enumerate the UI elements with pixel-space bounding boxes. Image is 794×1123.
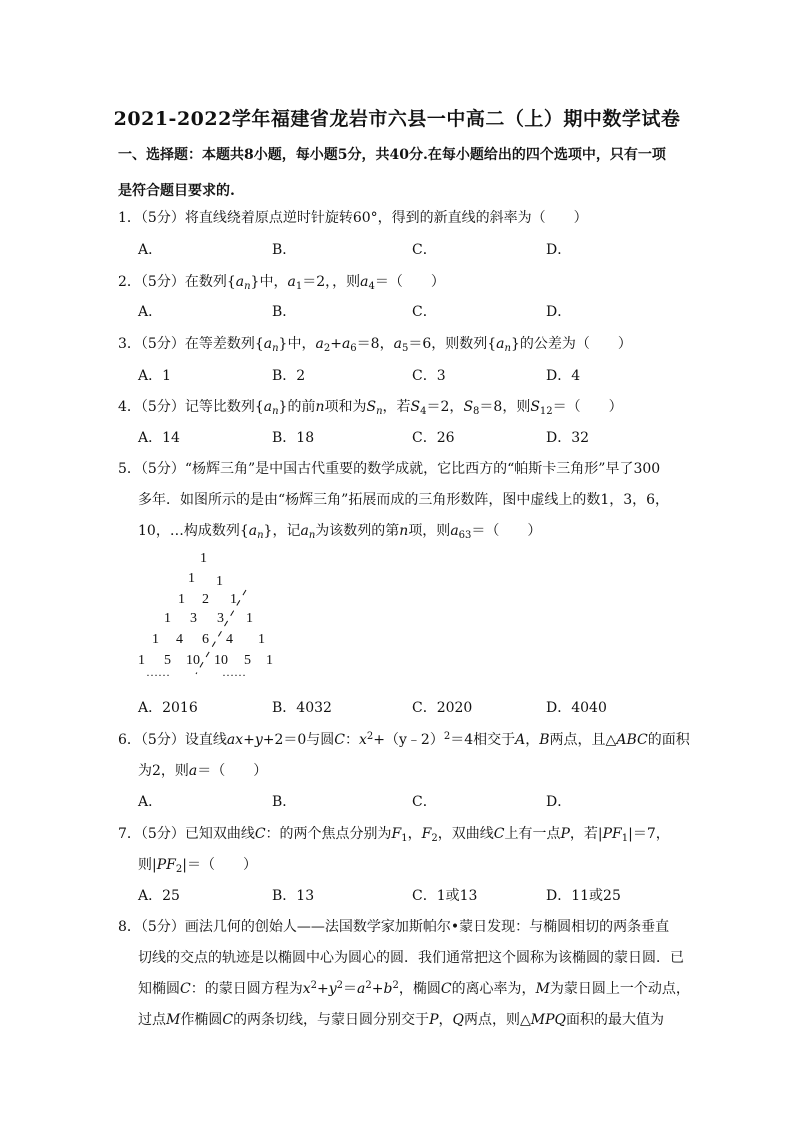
question-8-line3: 知椭圆C：的蒙日圆方程为$x^2+y^2=a^2+b^2$，椭圆C的离心率为，M为蒙日圆上一个动点， — [138, 980, 690, 997]
triangle-number: 1 — [138, 653, 145, 668]
triangle-number: 1 — [152, 632, 159, 647]
question-1: 1．（5分）将直线绕着原点逆时针旋转60°，得到的新直线的斜率为（ ） — [118, 210, 588, 226]
q6-option-b[interactable]: B． — [272, 794, 297, 810]
q5-option-c[interactable]: C．2020 — [412, 700, 473, 716]
triangle-number: 2 — [202, 592, 209, 607]
q5-option-a[interactable]: A．2016 — [138, 700, 198, 716]
triangle-number: 3 — [190, 611, 197, 626]
triangle-number: 10 — [186, 653, 200, 668]
question-7-line1: 7．（5分）已知双曲线C：的两个焦点分别为$F_1$，$F_2$，双曲线C上有一点P，若$|PF_1|=7$， — [118, 826, 670, 844]
triangle-number: 5 — [164, 653, 171, 668]
q7-option-b[interactable]: B．13 — [272, 888, 315, 904]
q6-option-a[interactable]: A． — [138, 794, 163, 810]
question-5-line1: 5．（5分）“杨辉三角”是中国古代重要的数学成就，它比西方的“帕斯卡三角形”早了300 — [118, 461, 661, 477]
q7-option-a[interactable]: A．25 — [138, 888, 180, 904]
triangle-number: 5 — [244, 653, 251, 668]
section-heading-line1: 一、选择题：本题共8小题，每小题5分，共40分.在每小题给出的四个选项中，只有一项 — [118, 147, 666, 163]
question-2: 2．（5分）在数列$\{a_n\}$中，$a_1=2$，，则$a_4=$（ ） — [118, 274, 445, 292]
triangle-ellipsis: …… — [146, 665, 170, 679]
triangle-number: 1 — [188, 571, 195, 586]
triangle-number: 4 — [226, 632, 233, 647]
q1-option-a[interactable]: A． — [138, 242, 163, 258]
dashed-diagonal-line — [190, 588, 250, 678]
triangle-number: 1 — [164, 611, 171, 626]
q1-option-c[interactable]: C． — [412, 242, 437, 258]
q4-option-d[interactable]: D．32 — [546, 430, 590, 446]
triangle-number: 1 — [178, 592, 185, 607]
triangle-number: 1 — [216, 574, 223, 589]
section-heading — [118, 140, 688, 206]
triangle-ellipsis: …… — [222, 665, 246, 679]
question-6-line1: 6．（5分）设直线ax+y+2＝0与圆C：$x^2+(y﹣2)^2=4$相交于A，B两点，且△ABC的面积 — [118, 731, 690, 748]
q3-option-b[interactable]: B．2 — [272, 368, 306, 384]
q6-option-c[interactable]: C． — [412, 794, 437, 810]
q2-option-d[interactable]: D． — [546, 304, 572, 320]
q3-option-d[interactable]: D．4 — [546, 368, 581, 384]
question-5-line2: 多年．如图所示的是由“杨辉三角”拓展而成的三角形数阵，图中虚线上的数1，3，6， — [138, 492, 670, 508]
q2-option-c[interactable]: C． — [412, 304, 437, 320]
question-8-line4: 过点M作椭圆C的两条切线，与蒙日圆分别交于P，Q两点，则△MPQ面积的最大值为 — [138, 1012, 664, 1028]
triangle-number: 10 — [214, 653, 228, 668]
q3-option-c[interactable]: C．3 — [412, 368, 446, 384]
q6-option-d[interactable]: D． — [546, 794, 572, 810]
question-7-line2: 则$|PF_2|=$（ ） — [138, 857, 257, 875]
q7-option-d[interactable]: D．11或25 — [546, 888, 621, 904]
exam-title: 2021-2022学年福建省龙岩市六县一中高二（上）期中数学试卷 — [113, 108, 681, 130]
q5-option-b[interactable]: B．4032 — [272, 700, 332, 716]
triangle-number: 4 — [176, 632, 183, 647]
q4-option-b[interactable]: B．18 — [272, 430, 315, 446]
question-3: 3．（5分）在等差数列$\{a_n\}$中，$a_2+a_6=8$，$a_5=6$，则数列$\{a_n\}$的公差为（ ） — [118, 336, 632, 354]
question-8-line1: 8．（5分）画法几何的创始人——法国数学家加斯帕尔•蒙日发现：与椭圆相切的两条垂直 — [118, 919, 670, 935]
triangle-number: 1 — [230, 592, 237, 607]
q1-option-d[interactable]: D． — [546, 242, 572, 258]
triangle-number: 6 — [202, 632, 209, 647]
q3-option-a[interactable]: A．1 — [138, 368, 172, 384]
question-5-line3: 10，…构成数列$\{a_n\}$，记$a_n$为该数列的第n项，则$a_{63}=$（ ） — [138, 523, 542, 541]
triangle-number: 1 — [246, 611, 253, 626]
question-4: 4．（5分）记等比数列$\{a_n\}$的前n项和为$S_n$，若$S_4=2$，$S_8=8$，则$S_{12}=$（ ） — [118, 399, 623, 417]
triangle-number: 1 — [266, 653, 273, 668]
triangle-number: 3 — [217, 611, 224, 626]
triangle-number: 1 — [200, 551, 207, 566]
question-6-line2: 为2，则a＝（ ） — [138, 763, 268, 779]
section-heading-line2: 是符合题目要求的. — [118, 183, 235, 199]
triangle-number: 1 — [258, 632, 265, 647]
q7-option-c[interactable]: C．1或13 — [412, 888, 478, 904]
q2-option-a[interactable]: A． — [138, 304, 163, 320]
q4-option-c[interactable]: C．26 — [412, 430, 455, 446]
q2-option-b[interactable]: B． — [272, 304, 297, 320]
question-8-line2: 切线的交点的轨迹是以椭圆中心为圆心的圆．我们通常把这个圆称为该椭圆的蒙日圆．已 — [138, 950, 684, 966]
q5-option-d[interactable]: D．4040 — [546, 700, 607, 716]
q4-option-a[interactable]: A．14 — [138, 430, 180, 446]
q1-option-b[interactable]: B． — [272, 242, 297, 258]
